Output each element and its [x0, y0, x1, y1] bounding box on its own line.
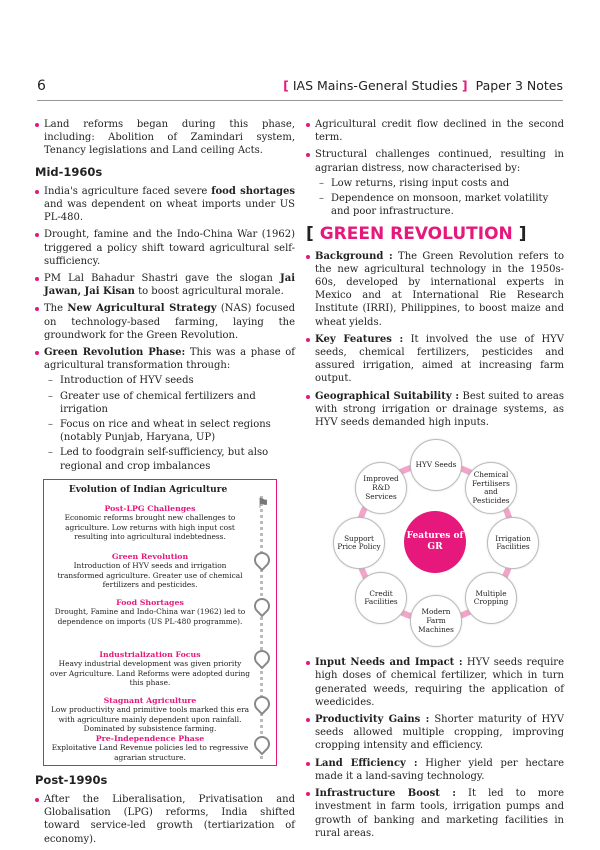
sub-item: – Focus on rice and wheat in select regions (notably Punjab, Haryana, UP)	[44, 418, 295, 444]
sub-item: – Low returns, rising input costs and	[315, 177, 564, 190]
list-item	[306, 390, 564, 430]
timeline-item	[50, 552, 250, 590]
mid-1960s-list	[35, 185, 295, 473]
diagram-node: Support Price Policy	[333, 517, 385, 569]
diagram-node: Chemical Fertilisers and Pesticides	[465, 462, 517, 514]
distress-list	[306, 118, 564, 218]
diagram-center: Features of GR	[404, 511, 466, 573]
timeline-heading: Food Shortages	[116, 597, 184, 607]
bold-text: Infrastructure Boost :	[315, 788, 456, 800]
text: The	[44, 303, 68, 315]
sub-list	[315, 177, 564, 219]
header-divider	[37, 100, 563, 101]
location-pin-icon	[251, 733, 274, 756]
text: HYV seeds require high doses of chemical fertilizer, which in turn generated weeds, requiring the application of weedicides.	[315, 657, 564, 708]
evolution-title: Evolution of Indian Agriculture	[68, 484, 228, 495]
text: This was a phase of agricultural transformation through:	[44, 347, 295, 372]
left-column	[35, 118, 295, 850]
timeline-text: Drought, Famine and Indo-China war (1962) led to dependence on imports (US PL-480 programme).	[54, 607, 246, 626]
intro-list	[35, 118, 295, 158]
timeline-item	[50, 650, 250, 688]
timeline-item	[50, 696, 250, 734]
post-1990s-list	[35, 793, 295, 846]
features-diagram	[306, 435, 564, 650]
list-item	[306, 148, 564, 218]
title-open-bracket: [	[306, 224, 314, 245]
bold-text: Key Features :	[315, 333, 404, 345]
header-subtitle: Paper 3 Notes	[475, 78, 563, 93]
timeline-text: Introduction of HYV seeds and irrigation transformed agriculture. Greater use of chemical fertilizers and pesticides.	[57, 561, 243, 590]
list-item	[35, 272, 295, 298]
diagram-node: Irrigation Facilities	[487, 517, 539, 569]
timeline-heading: Pre-Independence Phase	[95, 733, 205, 743]
intro-bullet: Land reforms began during this phase, including: Abolition of Zamindari system, Tenancy legislations and Land ceiling Acts.	[35, 118, 295, 158]
page-number: 6	[37, 78, 46, 94]
sub-item: – Introduction of HYV seeds	[44, 374, 295, 387]
timeline-text: Exploitative Land Revenue policies led to regressive agrarian structure.	[51, 743, 249, 762]
timeline-text: Low productivity and primitive tools marked this era with agriculture mainly dependent upon rainfall. Dominated by subsistence farming.	[50, 705, 250, 734]
bold-text: Productivity Gains :	[315, 714, 430, 726]
text: to boost agricultural morale.	[134, 286, 284, 298]
bold-text: Input Needs and Impact :	[315, 657, 463, 669]
location-pin-icon	[251, 647, 274, 670]
text: Best suited to areas with strong irrigation or drainage systems, as HYV seeds demanded high inputs.	[315, 390, 564, 429]
post-1990s-heading: Post-1990s	[35, 772, 108, 787]
diagram-node: HYV Seeds	[410, 439, 462, 491]
text: The Green Revolution refers to the new agricultural technology in the 1950s-60s, developed by international experts in Mexico and at International Rie Research Institute (IRRI), Philippines, to boost maize and wheat yields.	[315, 250, 564, 328]
timeline-heading: Industrialization Focus	[99, 649, 201, 659]
title-close-bracket: ]	[518, 224, 527, 245]
running-header	[283, 78, 563, 93]
header-title: IAS Mains-General Studies	[292, 78, 458, 93]
location-pin-icon	[251, 549, 274, 572]
bold-text: Green Revolution Phase:	[44, 347, 186, 359]
timeline-heading: Post-LPG Challenges	[104, 503, 196, 513]
timeline-text: Economic reforms brought new challenges to agriculture. Low returns with high input cost resulting into agricultural indebtedness.	[64, 513, 236, 542]
timeline-heading: Stagnant Agriculture	[103, 695, 197, 705]
text: PM Lal Bahadur Shastri gave the slogan	[44, 273, 280, 285]
list-item	[35, 346, 295, 473]
green-revolution-title	[306, 224, 564, 245]
diagram-node: Improved R&D Services	[355, 462, 407, 514]
location-pin-icon	[251, 693, 274, 716]
sub-item: – Dependence on monsoon, market volatility and poor infrastructure.	[315, 192, 564, 218]
mid-1960s-heading: Mid-1960s	[35, 164, 103, 179]
text: Shorter maturity of HYV seeds allowed multiple cropping, improving cropping intensity and efficiency.	[315, 714, 564, 752]
list-item	[306, 656, 564, 709]
text: India's agriculture faced severe	[44, 185, 212, 197]
bold-text: New Agricultural Strategy	[67, 303, 217, 315]
list-item	[306, 713, 564, 753]
list-item: Agricultural credit flow declined in the second term.	[306, 118, 564, 144]
sub-item: – Greater use of chemical fertilizers and irrigation	[44, 390, 295, 416]
gr-list-1	[306, 250, 564, 430]
diagram-node: Multiple Cropping	[465, 572, 517, 624]
text: It led to more investment in farm tools, irrigation pumps and growth of banking and marketing facilities in rural areas.	[315, 788, 564, 839]
timeline-item	[50, 734, 250, 762]
list-item: After the Liberalisation, Privatisation and Globalisation (LPG) reforms, India shifted toward service-led growth (tertiarization of economy).	[35, 793, 295, 846]
list-item: Drought, famine and the Indo-China War (1962) triggered a policy shift toward agricultural self-sufficiency.	[35, 228, 295, 268]
header-close-bracket: ]	[461, 78, 468, 93]
list-item	[306, 250, 564, 329]
diagram-node: Credit Facilities	[355, 572, 407, 624]
diagram-node: Modern Farm Machines	[410, 595, 462, 647]
timeline-rail	[260, 496, 263, 759]
timeline-heading: Green Revolution	[111, 551, 189, 561]
bold-text: Land Efficiency :	[315, 757, 418, 769]
timeline-text: Heavy industrial development was given priority over Agriculture. Land Reforms were adopted during this phase.	[50, 659, 250, 688]
timeline-item	[50, 504, 250, 542]
list-item	[306, 333, 564, 386]
list-item	[306, 787, 564, 840]
bold-text: Background :	[315, 250, 393, 262]
location-pin-icon	[251, 595, 274, 618]
title-text: GREEN REVOLUTION	[319, 224, 513, 245]
bold-text: Jai Jawan, Jai Kisan	[44, 273, 295, 298]
sub-item: – Led to foodgrain self-sufficiency, but also regional and crop imbalances	[44, 446, 295, 472]
gr-list-2	[306, 656, 564, 840]
flag-icon: ⚑	[256, 495, 270, 512]
text: (NAS) focused on technology-based farming, laying the groundwork for the Green Revolution.	[44, 303, 295, 341]
text: Structural challenges continued, resulting in agrarian distress, now characterised by:	[315, 149, 564, 174]
evolution-box	[43, 479, 277, 766]
right-column	[306, 118, 564, 844]
bold-text: food shortages	[211, 185, 295, 197]
bold-text: Geographical Suitability :	[315, 390, 460, 402]
header-open-bracket: [	[283, 78, 289, 93]
text: Higher yield per hectare made it a land-saving technology.	[315, 757, 564, 782]
list-item	[35, 302, 295, 342]
text: and was dependent on wheat imports under US PL-480.	[44, 199, 295, 224]
list-item	[35, 185, 295, 225]
sub-list	[44, 374, 295, 472]
list-item	[306, 757, 564, 783]
timeline-item	[50, 598, 250, 626]
text: It involved the use of HYV seeds, chemical fertilizers, pesticides and assured irrigation, aimed at increasing farm output.	[315, 333, 564, 385]
